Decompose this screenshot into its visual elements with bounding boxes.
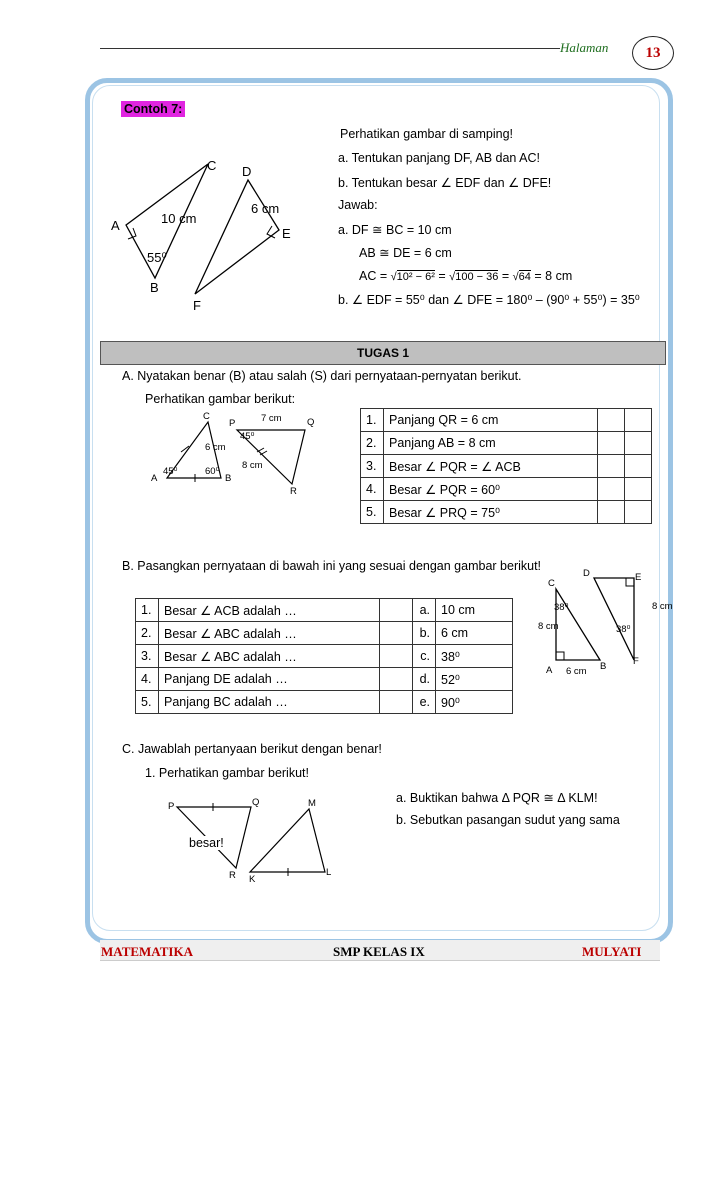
- a-label-angle-p: 45⁰: [240, 431, 255, 442]
- answer-cell-b: [598, 501, 625, 524]
- side-ac-label: 10 cm: [161, 211, 197, 226]
- a-label-pq: 7 cm: [261, 413, 282, 424]
- header-rule: [100, 38, 560, 49]
- sqrt-3: √64: [512, 271, 531, 283]
- a-vertex-a: A: [151, 473, 158, 484]
- contoh-jawab: Jawab:: [338, 198, 378, 212]
- contoh-answer-ac: [359, 269, 572, 283]
- answer-cell: [380, 668, 413, 691]
- vertex-e: E: [282, 226, 291, 241]
- contoh-label: Contoh 7:: [121, 101, 185, 117]
- row-no: 3.: [361, 455, 384, 478]
- table-row: [136, 622, 513, 645]
- right-angle-e: [267, 226, 275, 238]
- answer-cell-s: [625, 409, 652, 432]
- vertex-a: A: [111, 218, 120, 233]
- row-no: 2.: [136, 622, 159, 645]
- answer-cell: [380, 691, 413, 714]
- ac-eq-2: =: [501, 269, 513, 283]
- section-a-instruction: A. Nyatakan benar (B) atau salah (S) dari pernyataan-pernyatan berikut.: [122, 369, 522, 383]
- contoh-question-a: a. Tentukan panjang DF, AB dan AC!: [338, 151, 540, 165]
- answer-cell-b: [598, 455, 625, 478]
- option-letter: e.: [413, 691, 436, 714]
- row-no: 1.: [361, 409, 384, 432]
- section-c-question-b-continued: besar!: [189, 836, 224, 850]
- section-a-look: Perhatikan gambar berikut:: [145, 392, 296, 406]
- answer-cell: [380, 622, 413, 645]
- a-vertex-c: C: [203, 411, 210, 422]
- contoh-answer-a1: a. DF ≅ BC = 10 cm: [338, 223, 452, 237]
- b-label-ac: 8 cm: [538, 621, 559, 632]
- ac-tail: = 8 cm: [534, 269, 573, 283]
- right-angle-a-b: [556, 652, 564, 660]
- table-row: [361, 432, 652, 455]
- table-row: [136, 599, 513, 622]
- side-de-label: 6 cm: [251, 201, 280, 216]
- b-label-ab: 6 cm: [566, 666, 587, 677]
- row-text: Besar ∠ ABC adalah …: [159, 645, 380, 668]
- row-text: Panjang DE adalah …: [159, 668, 380, 691]
- triangle-abc-b: [556, 589, 600, 660]
- b-vertex-d: D: [583, 568, 590, 579]
- contoh-intro: Perhatikan gambar di samping!: [340, 127, 514, 141]
- option-letter: c.: [413, 645, 436, 668]
- answer-cell-s: [625, 501, 652, 524]
- row-text: Besar ∠ ACB adalah …: [159, 599, 380, 622]
- c-vertex-r: R: [229, 870, 236, 881]
- a-label-ac: 6 cm: [205, 442, 226, 453]
- contoh-answer-b: b. ∠ EDF = 55⁰ dan ∠ DFE = 180⁰ – (90⁰ + 55⁰) = 35⁰: [338, 293, 640, 307]
- row-no: 3.: [136, 645, 159, 668]
- answer-cell: [380, 599, 413, 622]
- c-vertex-k: K: [249, 874, 256, 884]
- vertex-b: B: [150, 280, 159, 295]
- answer-cell-b: [598, 409, 625, 432]
- a-vertex-r: R: [290, 486, 297, 496]
- row-no: 4.: [361, 478, 384, 501]
- row-text: Panjang AB = 8 cm: [384, 432, 598, 455]
- option-value: 10 cm: [436, 599, 513, 622]
- b-vertex-e: E: [635, 572, 642, 583]
- ac-eq-1: =: [438, 269, 450, 283]
- c-vertex-p: P: [168, 801, 175, 812]
- row-text: Besar ∠ ABC adalah …: [159, 622, 380, 645]
- section-c-instruction: C. Jawablah pertanyaan berikut dengan benar!: [122, 742, 382, 756]
- a-label-angle-b: 60⁰: [205, 466, 220, 477]
- a-label-br: 8 cm: [242, 460, 263, 471]
- option-value: 6 cm: [436, 622, 513, 645]
- option-value: 90⁰: [436, 691, 513, 714]
- c-vertex-q: Q: [252, 797, 260, 808]
- b-vertex-a: A: [546, 665, 553, 676]
- triangle-def: [195, 180, 279, 294]
- table-row: [136, 691, 513, 714]
- table-row: [361, 455, 652, 478]
- b-label-ef: 8 cm: [652, 601, 673, 612]
- page-number: 13: [632, 36, 674, 70]
- b-label-angle-c: 38⁰: [554, 602, 569, 613]
- vertex-d: D: [242, 164, 252, 179]
- contoh-question-b: b. Tentukan besar ∠ EDF dan ∠ DFE!: [338, 176, 552, 190]
- answer-cell-b: [598, 432, 625, 455]
- section-b-table: [135, 598, 513, 714]
- footer-author: MULYATI: [582, 944, 642, 959]
- row-text: Besar ∠ PQR = 60⁰: [384, 478, 598, 501]
- footer-class: SMP KELAS IX: [333, 944, 425, 959]
- a-label-angle-a: 45⁰: [163, 466, 178, 477]
- row-no: 5.: [136, 691, 159, 714]
- table-row: [136, 645, 513, 668]
- answer-cell: [380, 645, 413, 668]
- option-value: 38⁰: [436, 645, 513, 668]
- triangle-klm-c: [250, 809, 325, 872]
- b-label-angle-f: 38⁰: [616, 624, 631, 635]
- c-vertex-l: L: [326, 867, 332, 878]
- ac-lead: AC =: [359, 269, 391, 283]
- row-no: 1.: [136, 599, 159, 622]
- b-vertex-f: F: [633, 656, 639, 667]
- section-c-item-1: 1. Perhatikan gambar berikut!: [145, 766, 309, 780]
- halaman-label: Halaman: [560, 40, 609, 55]
- section-c-question-b: b. Sebutkan pasangan sudut yang sama: [396, 813, 620, 827]
- row-no: 5.: [361, 501, 384, 524]
- section-c-question-a: a. Buktikan bahwa Δ PQR ≅ Δ KLM!: [396, 791, 598, 805]
- a-vertex-q: Q: [307, 417, 315, 428]
- answer-cell-s: [625, 432, 652, 455]
- row-text: Panjang BC adalah …: [159, 691, 380, 714]
- a-vertex-p: P: [229, 418, 236, 429]
- row-text: Besar ∠ PQR = ∠ ACB: [384, 455, 598, 478]
- vertex-f: F: [193, 298, 201, 313]
- b-vertex-c: C: [548, 578, 555, 589]
- section-a-table: [360, 408, 652, 524]
- row-text: Panjang QR = 6 cm: [384, 409, 598, 432]
- b-vertex-b: B: [600, 661, 607, 672]
- option-letter: d.: [413, 668, 436, 691]
- answer-cell-s: [625, 478, 652, 501]
- answer-cell-b: [598, 478, 625, 501]
- section-a-figure: [145, 408, 325, 496]
- section-b-instruction: B. Pasangkan pernyataan di bawah ini yang sesuai dengan gambar berikut!: [122, 559, 542, 573]
- tugas-title: TUGAS 1: [100, 341, 666, 365]
- c-vertex-m: M: [308, 798, 316, 809]
- sqrt-2: √100 − 36: [449, 271, 499, 283]
- answer-cell-s: [625, 455, 652, 478]
- table-row: [136, 668, 513, 691]
- option-value: 52⁰: [436, 668, 513, 691]
- table-row: [361, 501, 652, 524]
- a-vertex-b: B: [225, 473, 232, 484]
- sqrt-1: √10² − 6²: [390, 271, 435, 283]
- option-letter: a.: [413, 599, 436, 622]
- option-letter: b.: [413, 622, 436, 645]
- footer-subject: MATEMATIKA: [101, 944, 193, 959]
- table-row: [361, 478, 652, 501]
- contoh-figure: [105, 150, 305, 315]
- contoh-answer-a2: AB ≅ DE = 6 cm: [359, 246, 452, 260]
- right-angle-e-b: [626, 578, 634, 586]
- row-no: 2.: [361, 432, 384, 455]
- vertex-c: C: [207, 158, 217, 173]
- angle-b-label: 55⁰: [147, 250, 167, 265]
- row-no: 4.: [136, 668, 159, 691]
- section-b-figure: [538, 566, 684, 680]
- table-row: [361, 409, 652, 432]
- triangle-def-b: [594, 578, 634, 660]
- row-text: Besar ∠ PRQ = 75⁰: [384, 501, 598, 524]
